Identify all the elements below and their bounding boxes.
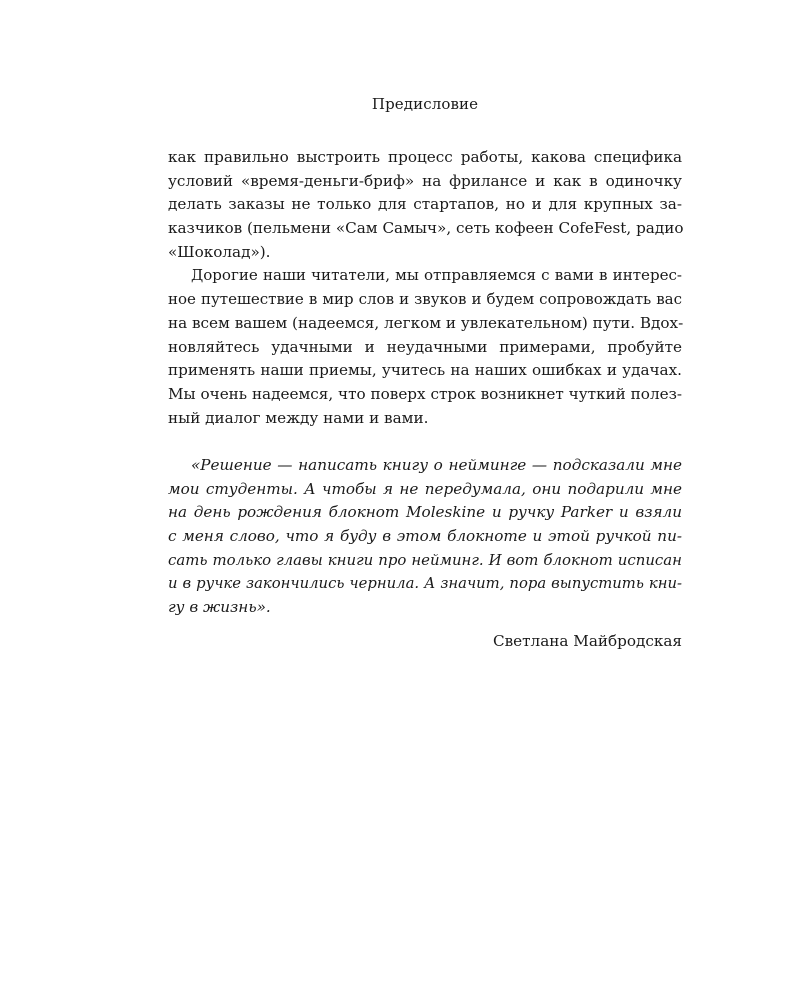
quote-line: гу в жизнь».: [168, 598, 271, 617]
epigraph-quote: [168, 454, 682, 620]
text-line: Мы очень надеемся, что поверх строк возникнет чуткий полез-: [168, 384, 682, 403]
text-line: ное путешествие в мир слов и звуков и будем сопровождать вас: [168, 290, 682, 309]
text-line: казчиков (пельмени «Сам Самыч», сеть кофеен CofeFest, радио: [168, 219, 684, 238]
book-page: [168, 0, 682, 1000]
text-line: ный диалог между нами и вами.: [168, 408, 429, 427]
text-line: Дорогие наши читатели, мы отправляемся с вами в интерес-: [191, 266, 682, 285]
quote-line: на день рождения блокнот Moleskine и ручку Parker и взяли: [168, 503, 682, 522]
paragraph-2: [168, 264, 682, 430]
quote-author: Светлана Майбродская: [493, 632, 682, 650]
text-line: «Шоколад»).: [168, 242, 271, 261]
text-line: как правильно выстроить процесс работы, какова специфика: [168, 148, 682, 166]
text-line: новляйтесь удачными и неудачными примерами, пробуйте: [168, 337, 682, 356]
text-line: условий «время-деньги-бриф» на фрилансе и как в одиночку: [168, 171, 682, 190]
quote-line: и в ручке закончились чернила. А значит, пора выпустить кни-: [168, 575, 682, 593]
text-line: на всем вашем (надеемся, легком и увлекательном) пути. Вдох-: [168, 313, 684, 332]
text-line: применять наши приемы, учитесь на наших ошибках и удачах.: [168, 361, 682, 380]
quote-line: «Решение — написать книгу о нейминге — подсказали мне: [191, 456, 682, 474]
text-line: делать заказы не только для стартапов, но и для крупных за-: [168, 195, 682, 214]
quote-line: сать только главы книги про нейминг. И вот блокнот исписан: [168, 550, 682, 569]
quote-line: мои студенты. А чтобы я не передумала, они подарили мне: [168, 479, 682, 498]
body-text: [168, 146, 682, 430]
quote-line: с меня слово, что я буду в этом блокноте и этой ручкой пи-: [168, 527, 682, 546]
paragraph-1: [168, 146, 682, 264]
running-title: Предисловие: [371, 95, 479, 113]
